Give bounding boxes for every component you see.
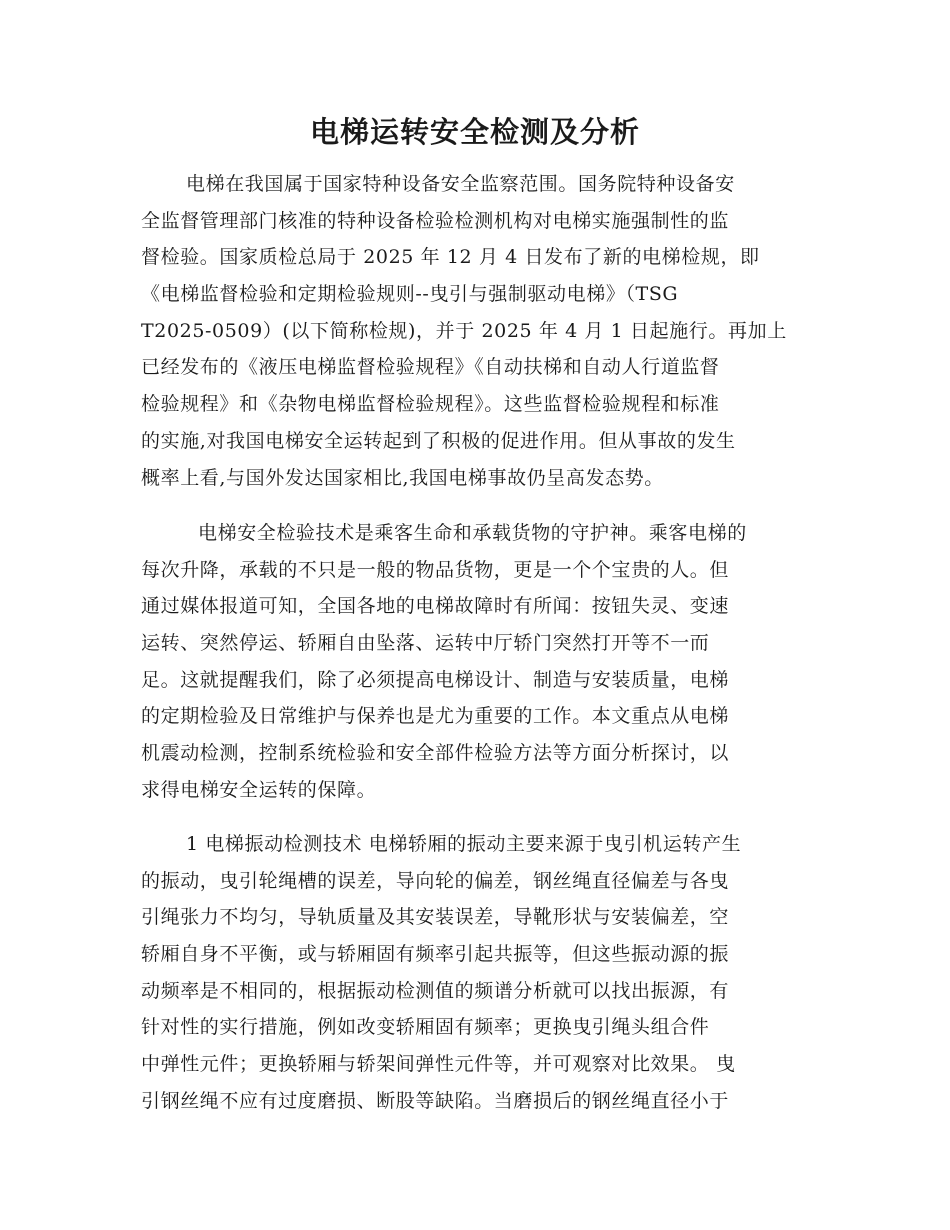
text-line: 轿厢自身不平衡，或与轿厢固有频率引起共振等，但这些振动源的振 bbox=[141, 943, 730, 966]
text-line: 的定期检验及日常维护与保养也是尤为重要的工作。本文重点从电梯 bbox=[141, 705, 730, 728]
text-line: 《电梯监督检验和定期检验规则--曳引与强制驱动电梯》（TSG bbox=[141, 283, 679, 306]
text-line: 1 电梯振动检测技术 电梯轿厢的振动主要来源于曳引机运转产生 bbox=[186, 833, 742, 855]
text-line: 概率上看,与国外发达国家相比,我国电梯事故仍呈高发态势。 bbox=[141, 466, 664, 489]
text-line: 的实施,对我国电梯安全运转起到了积极的促进作用。但从事故的发生 bbox=[141, 429, 736, 452]
text-line: 引绳张力不均匀，导轨质量及其安装误差，导靴形状与安装偏差，空 bbox=[141, 906, 730, 929]
text-line: 中弹性元件；更换轿厢与轿架间弹性元件等，并可观察对比效果。 曳 bbox=[141, 1053, 736, 1076]
text-line: 足。这就提醒我们，除了必须提高电梯设计、制造与安装质量，电梯 bbox=[141, 668, 730, 691]
text-line: 运转、突然停运、轿厢自由坠落、运转中厅轿门突然打开等不一而 bbox=[141, 632, 710, 655]
text-line: 全监督管理部门核准的特种设备检验检测机构对电梯实施强制性的监 bbox=[141, 209, 730, 232]
text-line: 求得电梯安全运转的保障。 bbox=[141, 778, 377, 801]
text-line: 每次升降，承载的不只是一般的物品货物，更是一个个宝贵的人。但 bbox=[141, 558, 730, 581]
text-line: 电梯在我国属于国家特种设备安全监察范围。国务院特种设备安 bbox=[186, 173, 735, 195]
text-line: 电梯安全检验技术是乘客生命和承载货物的守护神。乘客电梯的 bbox=[198, 522, 747, 544]
text-line: 督检验。国家质检总局于 2025 年 12 月 4 日发布了新的电梯检规，即 bbox=[141, 246, 760, 269]
document-title: 电梯运转安全检测及分析 bbox=[309, 115, 640, 149]
text-line: 检验规程》和《杂物电梯监督检验规程》。这些监督检验规程和标准 bbox=[141, 393, 720, 416]
paragraph-2 bbox=[141, 515, 809, 809]
text-line: 的振动，曳引轮绳槽的误差，导向轮的偏差，钢丝绳直径偏差与各曳 bbox=[141, 869, 730, 892]
text-line: T2025-0509）(以下简称检规)，并于 2025 年 4 月 1 日起施行。再加上 bbox=[141, 319, 787, 342]
text-line: 引钢丝绳不应有过度磨损、断股等缺陷。当磨损后的钢丝绳直径小于 bbox=[141, 1089, 730, 1112]
text-line: 通过媒体报道可知，全国各地的电梯故障时有所闻：按钮失灵、变速 bbox=[141, 595, 730, 618]
text-line: 机震动检测，控制系统检验和安全部件检验方法等方面分析探讨，以 bbox=[141, 742, 730, 765]
paragraph-1 bbox=[141, 166, 809, 496]
text-line: 已经发布的《液压电梯监督检验规程》《自动扶梯和自动人行道监督 bbox=[141, 356, 720, 379]
paragraph-3 bbox=[141, 826, 809, 1120]
text-line: 针对性的实行措施，例如改变轿厢固有频率；更换曳引绳头组合件 bbox=[141, 1016, 710, 1039]
text-line: 动频率是不相同的，根据振动检测值的频谱分析就可以找出振源，有 bbox=[141, 979, 730, 1002]
